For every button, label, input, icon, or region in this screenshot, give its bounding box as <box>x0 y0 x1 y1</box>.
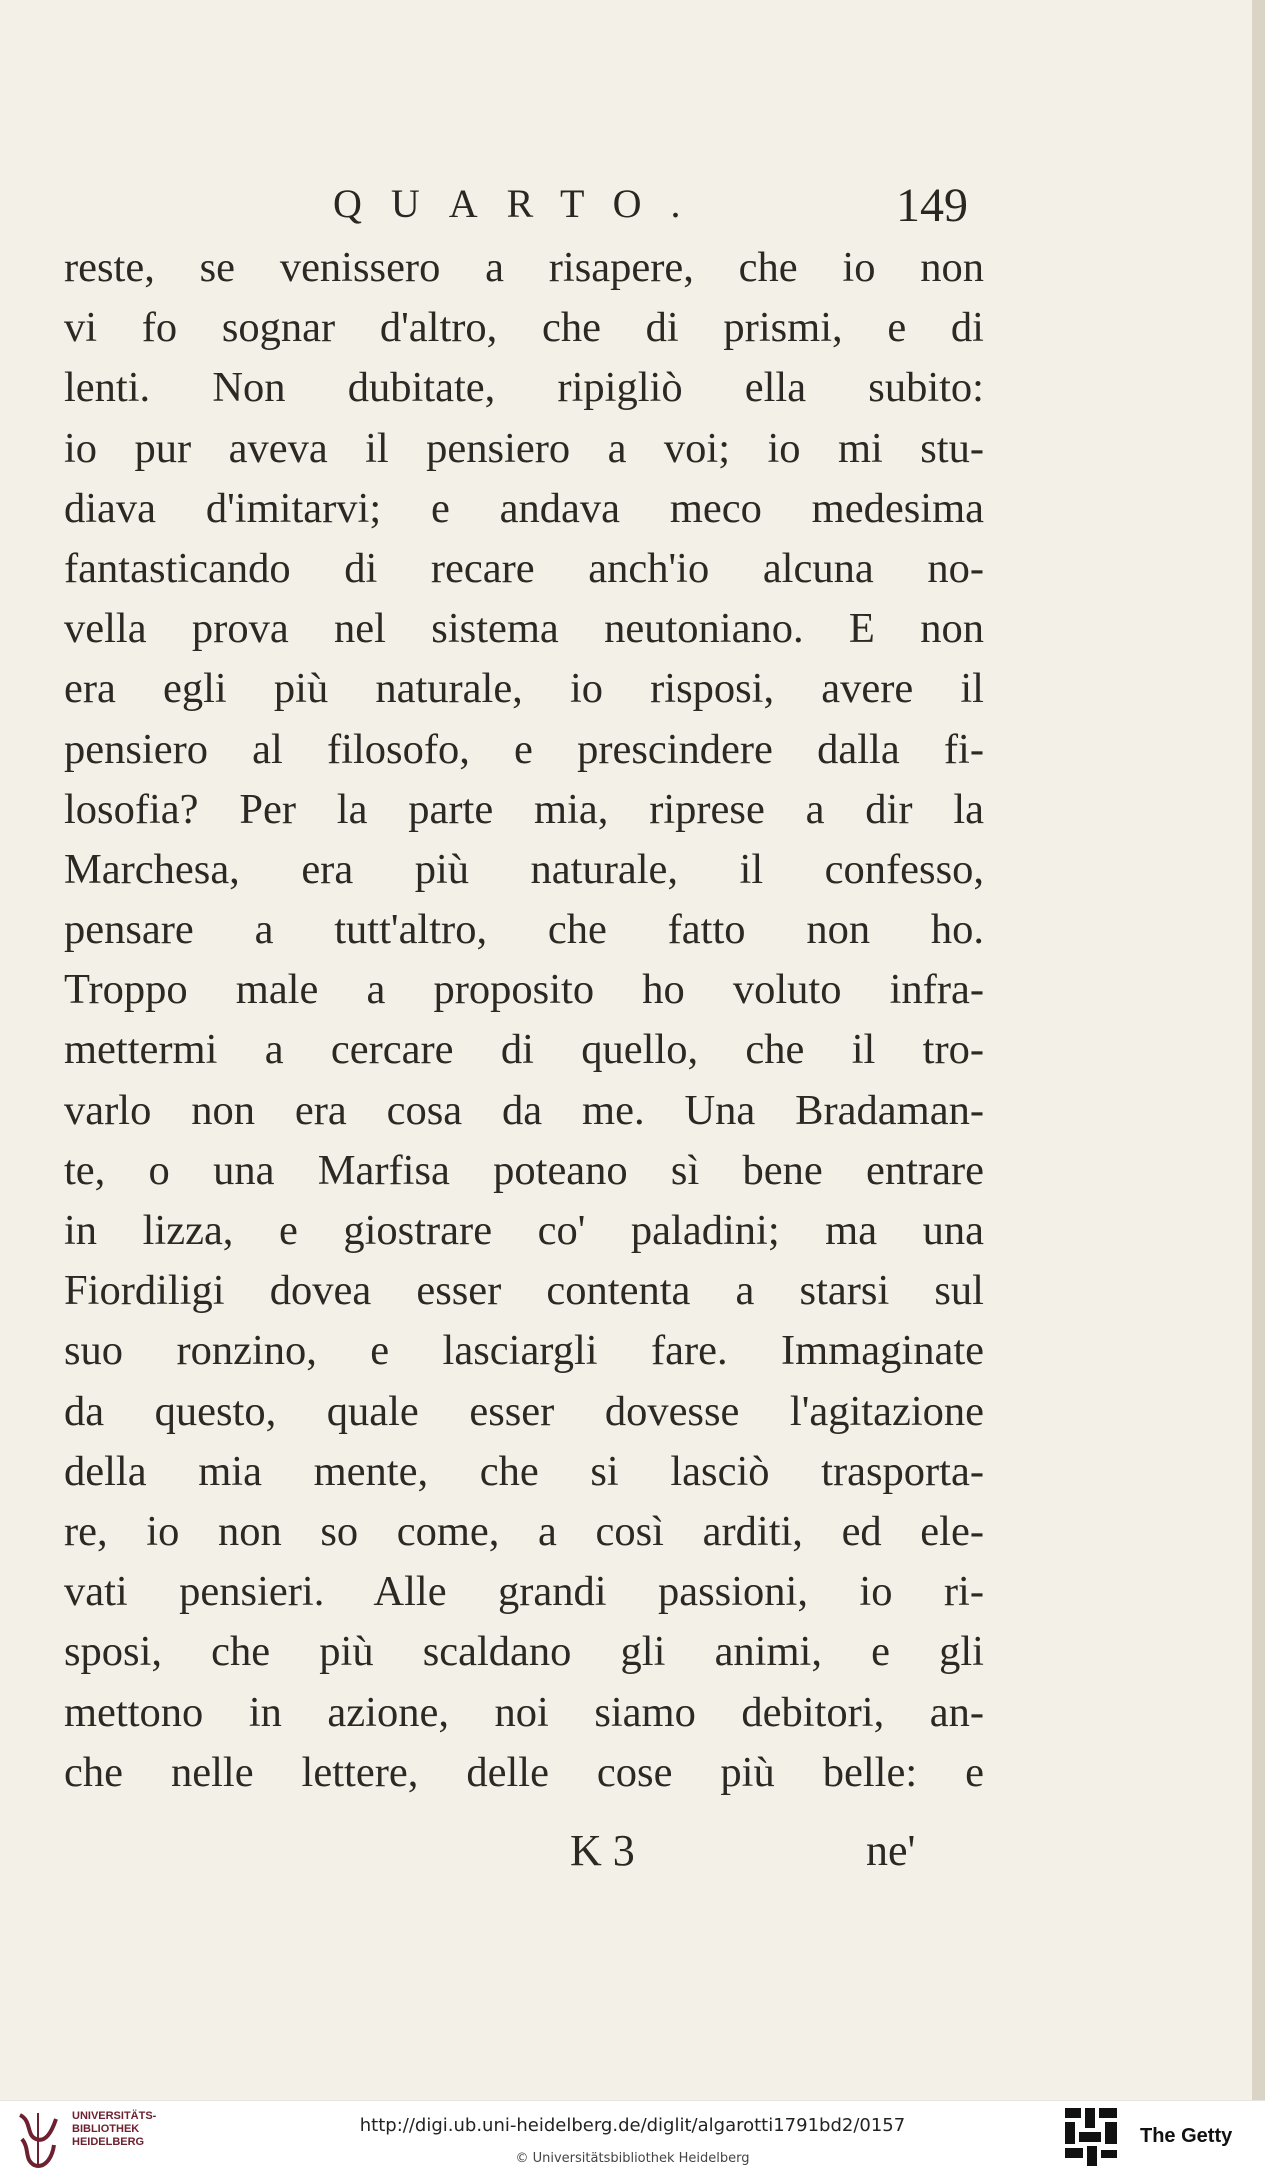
text-line: pensiero al filosofo, e prescindere dalla fi- <box>64 725 984 773</box>
text-line: della mia mente, che si lasciò trasporta- <box>64 1447 984 1495</box>
text-line: Troppo male a proposito ho voluto infra- <box>64 966 984 1014</box>
text-line: Marchesa, era più naturale, il confesso, <box>64 845 984 893</box>
text-line: era egli più naturale, io risposi, avere il <box>64 665 984 713</box>
signature-mark: K 3 <box>570 1826 635 1875</box>
text-line: vella prova nel sistema neutoniano. E non <box>64 605 984 653</box>
paper-edge <box>1252 0 1265 2100</box>
page-number: 149 <box>896 179 968 232</box>
text-line: da questo, quale esser dovesse l'agitazione <box>64 1387 984 1435</box>
text-line: lenti. Non dubitate, ripigliò ella subito: <box>64 364 984 412</box>
text-line: suo ronzino, e lasciargli fare. Immaginate <box>64 1327 984 1375</box>
text-line: te, o una Marfisa poteano sì bene entrare <box>64 1146 984 1194</box>
text-line: pensare a tutt'altro, che fatto non ho. <box>64 906 984 954</box>
text-line: reste, se venissero a risapere, che io non <box>64 244 984 291</box>
catchword: ne' <box>866 1826 916 1875</box>
getty-logo-icon <box>1063 2106 1119 2168</box>
text-line: io pur aveva il pensiero a voi; io mi stu- <box>64 424 984 472</box>
text-line: Fiordiligi dovea esser contenta a starsi sul <box>64 1267 984 1315</box>
permalink-url[interactable]: http://digi.ub.uni-heidelberg.de/diglit/algarotti1791bd2/0157 <box>359 2115 906 2136</box>
library-name-line: BIBLIOTHEK <box>72 2123 140 2135</box>
text-line: vati pensieri. Alle grandi passioni, io ri- <box>64 1568 984 1616</box>
body-text <box>64 238 984 1803</box>
text-line: mettermi a cercare di quello, che il tro- <box>64 1026 984 1074</box>
library-name-line: HEIDELBERG <box>72 2136 145 2148</box>
text-line: losofia? Per la parte mia, riprese a dir la <box>64 785 984 833</box>
text-line: diava d'imitarvi; e andava meco medesima <box>64 484 984 532</box>
text-line: mettono in azione, noi siamo debitori, an- <box>64 1688 984 1736</box>
text-line: sposi, che più scaldano gli animi, e gli <box>64 1628 984 1676</box>
getty-label: The Getty <box>1140 2125 1233 2147</box>
text-line: re, io non so come, a così arditi, ed ele- <box>64 1507 984 1555</box>
copyright-notice: © Universitätsbibliothek Heidelberg <box>515 2151 750 2166</box>
text-line: varlo non era cosa da me. Una Bradaman- <box>64 1086 984 1134</box>
running-head-title: QUARTO. <box>333 181 710 226</box>
text-line: in lizza, e giostrare co' paladini; ma una <box>64 1207 984 1254</box>
text-line: che nelle lettere, delle cose più belle: e <box>64 1748 984 1796</box>
text-line: vi fo sognar d'altro, che di prismi, e di <box>64 304 984 352</box>
library-name-line: UNIVERSITÄTS- <box>72 2110 157 2122</box>
text-line: fantasticando di recare anch'io alcuna no- <box>64 544 984 592</box>
